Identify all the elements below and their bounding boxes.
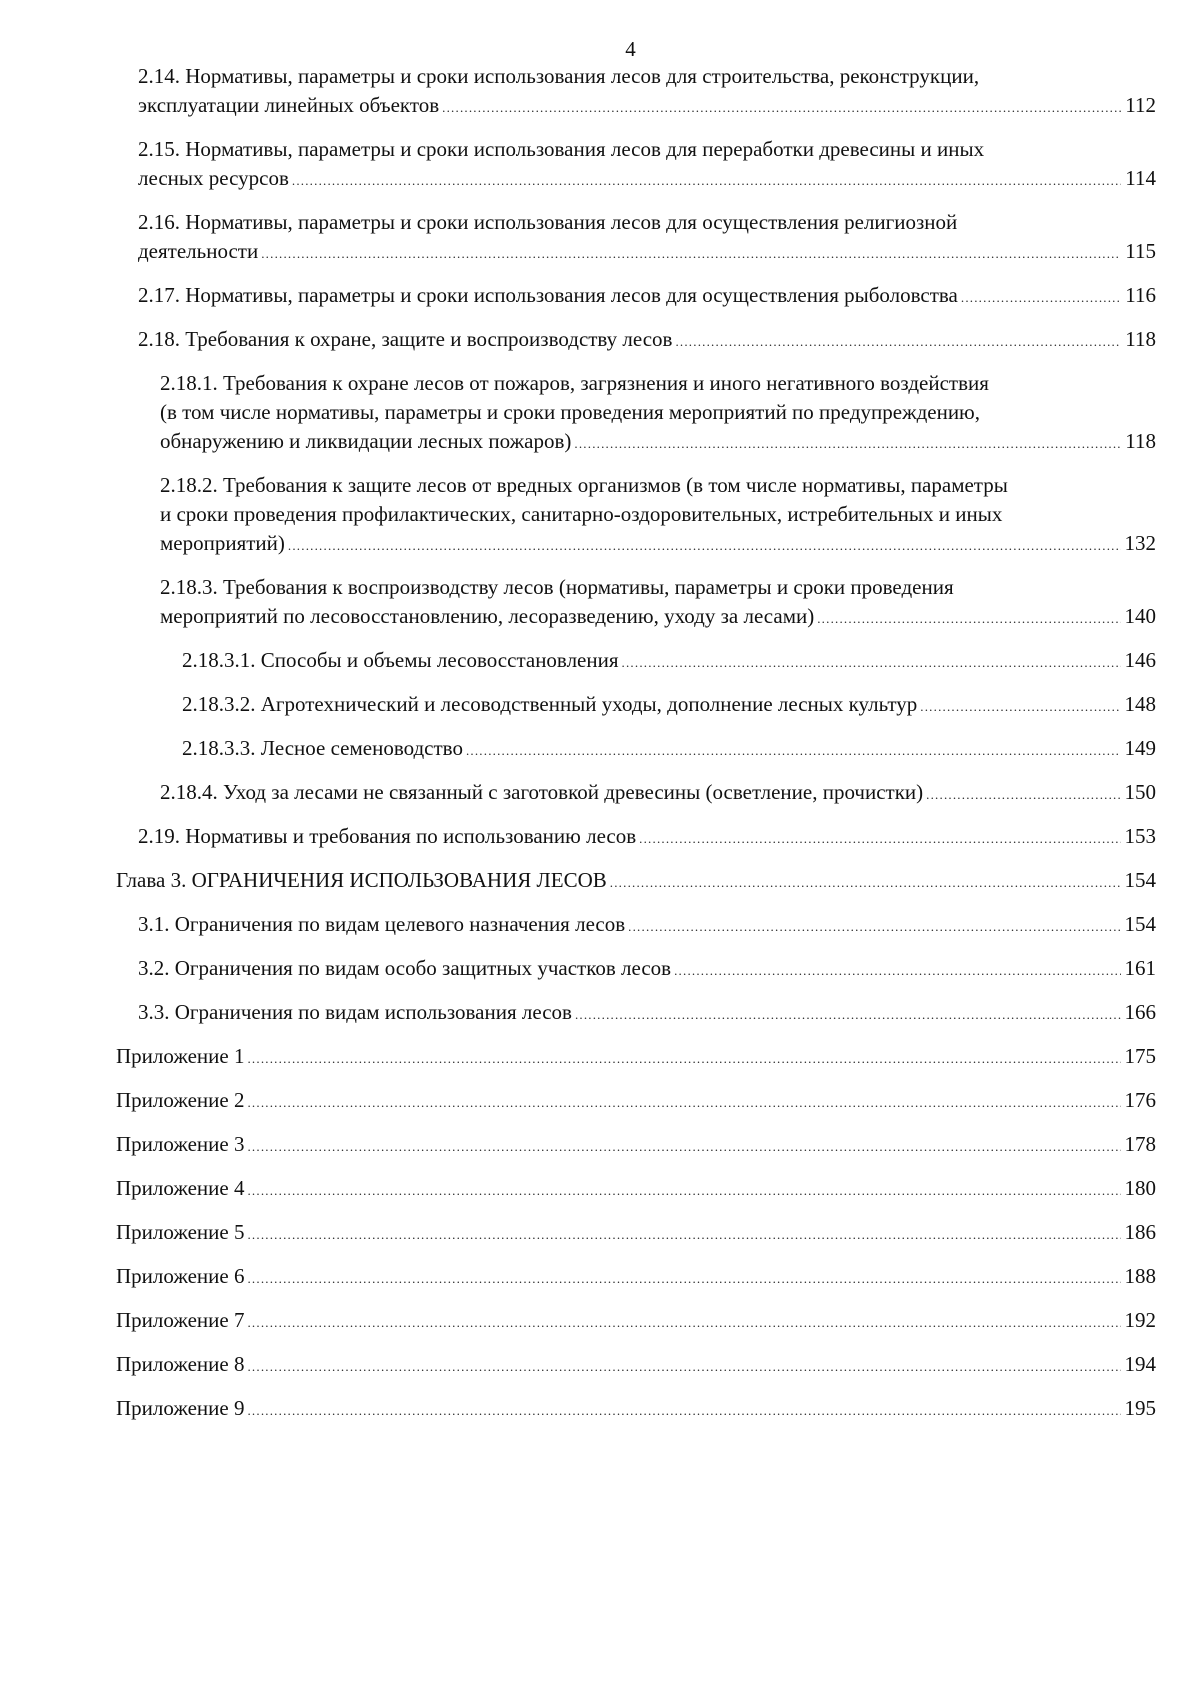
toc-entry-leader-line	[116, 1174, 1156, 1205]
dot-leader	[292, 166, 1121, 195]
toc-entry[interactable]	[116, 573, 1156, 633]
toc-entry-page-number: 192	[1124, 1308, 1156, 1332]
toc-entry-page-number: 154	[1124, 868, 1156, 892]
toc-entry-page-number: 114	[1125, 166, 1156, 190]
toc-entry-title: деятельности	[138, 239, 259, 263]
toc-entry-title: Глава 3. ОГРАНИЧЕНИЯ ИСПОЛЬЗОВАНИЯ ЛЕСОВ	[116, 868, 607, 892]
toc-entry[interactable]	[116, 1130, 1156, 1161]
toc-entry[interactable]	[116, 1174, 1156, 1205]
toc-entry-title: Приложение 4	[116, 1176, 245, 1200]
toc-entry-page-number: 150	[1124, 780, 1156, 804]
toc-entry[interactable]	[116, 1218, 1156, 1249]
toc-entry-title: 2.18.3.1. Способы и объемы лесовосстановления	[182, 648, 619, 672]
toc-entry-page-number: 195	[1124, 1396, 1156, 1420]
dot-leader	[675, 327, 1121, 356]
toc-entry-leader-line	[116, 1306, 1156, 1337]
toc-entry[interactable]	[116, 866, 1156, 897]
toc-entry-text-line: 2.14. Нормативы, параметры и сроки использования лесов для строительства, реконструкции,	[138, 64, 980, 88]
table-of-contents	[116, 62, 1156, 1438]
toc-entry-title: Приложение 1	[116, 1044, 245, 1068]
toc-entry-leader-line	[160, 778, 1156, 809]
toc-entry-text-line: 2.16. Нормативы, параметры и сроки использования лесов для осуществления религиозной	[138, 210, 958, 234]
page-number: 4	[625, 37, 636, 61]
dot-leader	[247, 1044, 1120, 1073]
toc-entry-title: 2.18. Требования к охране, защите и воспроизводству лесов	[138, 327, 673, 351]
toc-entry-leader-line	[182, 646, 1156, 677]
toc-entry-leader-line	[138, 822, 1156, 853]
toc-entry[interactable]	[116, 646, 1156, 677]
dot-leader	[574, 429, 1121, 458]
toc-entry-page-number: 118	[1125, 429, 1156, 453]
toc-entry-title: Приложение 9	[116, 1396, 245, 1420]
toc-entry-page-number: 186	[1124, 1220, 1156, 1244]
dot-leader	[575, 1000, 1121, 1029]
toc-entry[interactable]	[116, 910, 1156, 941]
toc-entry-page-number: 178	[1124, 1132, 1156, 1156]
dot-leader	[926, 780, 1120, 809]
toc-entry[interactable]	[116, 1042, 1156, 1073]
toc-entry-leader-line	[160, 529, 1156, 560]
toc-entry-title: эксплуатации линейных объектов	[138, 93, 440, 117]
toc-entry-title: Приложение 7	[116, 1308, 245, 1332]
toc-entry-leader-line	[182, 690, 1156, 721]
toc-entry-leader-line	[116, 1262, 1156, 1293]
toc-entry-title: Приложение 8	[116, 1352, 245, 1376]
toc-entry-leader-line	[116, 1218, 1156, 1249]
toc-entry-title: 2.17. Нормативы, параметры и сроки использования лесов для осуществления рыболовства	[138, 283, 958, 307]
toc-entry-title: лесных ресурсов	[138, 166, 289, 190]
dot-leader	[247, 1308, 1120, 1337]
toc-entry-text-line: 2.18.3. Требования к воспроизводству лесов (нормативы, параметры и сроки проведения	[160, 575, 954, 599]
dot-leader	[288, 531, 1121, 560]
dot-leader	[247, 1220, 1120, 1249]
dot-leader	[639, 824, 1120, 853]
toc-entry[interactable]	[116, 281, 1156, 312]
toc-entry-title: Приложение 5	[116, 1220, 245, 1244]
toc-entry-leader-line	[138, 325, 1156, 356]
dot-leader	[442, 93, 1121, 122]
toc-entry-page-number: 153	[1124, 824, 1156, 848]
toc-entry-leader-line	[182, 734, 1156, 765]
toc-entry-page-number: 148	[1124, 692, 1156, 716]
toc-entry-title: мероприятий по лесовосстановлению, лесоразведению, уходу за лесами)	[160, 604, 815, 628]
toc-entry-page-number: 175	[1124, 1044, 1156, 1068]
toc-entry-leader-line	[116, 1394, 1156, 1425]
toc-entry-page-number: 161	[1124, 956, 1156, 980]
toc-entry[interactable]	[116, 778, 1156, 809]
toc-entry-title: мероприятий)	[160, 531, 285, 555]
dot-leader	[622, 648, 1121, 677]
toc-entry[interactable]	[116, 369, 1156, 458]
toc-entry-leader-line	[138, 237, 1156, 268]
dot-leader	[920, 692, 1120, 721]
toc-entry-page-number: 149	[1124, 736, 1156, 760]
toc-entry-page-number: 140	[1124, 604, 1156, 628]
toc-entry[interactable]	[116, 1262, 1156, 1293]
toc-entry-leader-line	[138, 91, 1156, 122]
toc-entry-leader-line	[116, 1350, 1156, 1381]
dot-leader	[247, 1396, 1120, 1425]
toc-entry[interactable]	[116, 1086, 1156, 1117]
toc-entry-page-number: 194	[1124, 1352, 1156, 1376]
toc-entry-page-number: 146	[1124, 648, 1156, 672]
dot-leader	[247, 1264, 1120, 1293]
toc-entry[interactable]	[116, 135, 1156, 195]
toc-entry-leader-line	[138, 954, 1156, 985]
dot-leader	[817, 604, 1120, 633]
toc-entry-title: Приложение 2	[116, 1088, 245, 1112]
toc-entry-page-number: 118	[1125, 327, 1156, 351]
toc-entry[interactable]	[116, 208, 1156, 268]
dot-leader	[961, 283, 1121, 312]
toc-entry-title: Приложение 3	[116, 1132, 245, 1156]
dot-leader	[610, 868, 1121, 897]
toc-entry[interactable]	[116, 998, 1156, 1029]
dot-leader	[674, 956, 1120, 985]
toc-entry-title: Приложение 6	[116, 1264, 245, 1288]
toc-entry[interactable]	[116, 471, 1156, 560]
toc-entry[interactable]	[116, 325, 1156, 356]
dot-leader	[247, 1088, 1120, 1117]
toc-entry-page-number: 112	[1125, 93, 1156, 117]
toc-entry-page-number: 116	[1125, 283, 1156, 307]
toc-entry-title: 3.3. Ограничения по видам использования лесов	[138, 1000, 572, 1024]
toc-entry-page-number: 176	[1124, 1088, 1156, 1112]
dot-leader	[247, 1352, 1120, 1381]
toc-entry[interactable]	[116, 1394, 1156, 1425]
toc-entry-page-number: 188	[1124, 1264, 1156, 1288]
toc-entry[interactable]	[116, 690, 1156, 721]
toc-entry-leader-line	[116, 866, 1156, 897]
toc-entry-title: 3.2. Ограничения по видам особо защитных участков лесов	[138, 956, 672, 980]
toc-entry-leader-line	[160, 602, 1156, 633]
toc-entry-text-line: 2.18.2. Требования к защите лесов от вредных организмов (в том числе нормативы, параметры	[160, 473, 1008, 497]
toc-entry[interactable]	[116, 734, 1156, 765]
dot-leader	[628, 912, 1120, 941]
dot-leader	[247, 1132, 1120, 1161]
toc-entry[interactable]	[116, 1350, 1156, 1381]
toc-entry-title: 3.1. Ограничения по видам целевого назначения лесов	[138, 912, 626, 936]
toc-entry-page-number: 166	[1124, 1000, 1156, 1024]
toc-entry-title: 2.18.3.3. Лесное семеноводство	[182, 736, 463, 760]
toc-entry-leader-line	[138, 910, 1156, 941]
toc-entry-leader-line	[160, 427, 1156, 458]
toc-entry-leader-line	[116, 1086, 1156, 1117]
toc-entry[interactable]	[116, 822, 1156, 853]
dot-leader	[247, 1176, 1120, 1205]
toc-entry-text-line: 2.15. Нормативы, параметры и сроки использования лесов для переработки древесины и иных	[138, 137, 985, 161]
toc-entry[interactable]	[116, 954, 1156, 985]
toc-entry[interactable]	[116, 62, 1156, 122]
toc-entry-leader-line	[116, 1042, 1156, 1073]
dot-leader	[466, 736, 1121, 765]
toc-entry-page-number: 132	[1124, 531, 1156, 555]
toc-entry-title: 2.18.4. Уход за лесами не связанный с заготовкой древесины (осветление, прочистки)	[160, 780, 924, 804]
toc-entry-text-line: (в том числе нормативы, параметры и сроки проведения мероприятий по предупреждению,	[160, 400, 980, 424]
toc-entry-title: обнаружению и ликвидации лесных пожаров)	[160, 429, 572, 453]
toc-entry-leader-line	[138, 164, 1156, 195]
toc-entry[interactable]	[116, 1306, 1156, 1337]
toc-entry-leader-line	[138, 998, 1156, 1029]
toc-entry-page-number: 115	[1125, 239, 1156, 263]
toc-entry-title: 2.19. Нормативы и требования по использованию лесов	[138, 824, 637, 848]
toc-entry-page-number: 154	[1124, 912, 1156, 936]
toc-entry-leader-line	[138, 281, 1156, 312]
dot-leader	[261, 239, 1121, 268]
toc-entry-text-line: и сроки проведения профилактических, санитарно-оздоровительных, истребительных и иных	[160, 502, 1003, 526]
toc-entry-title: 2.18.3.2. Агротехнический и лесоводственный уходы, дополнение лесных культур	[182, 692, 918, 716]
toc-entry-page-number: 180	[1124, 1176, 1156, 1200]
toc-entry-text-line: 2.18.1. Требования к охране лесов от пожаров, загрязнения и иного негативного воздействия	[160, 371, 989, 395]
toc-entry-leader-line	[116, 1130, 1156, 1161]
